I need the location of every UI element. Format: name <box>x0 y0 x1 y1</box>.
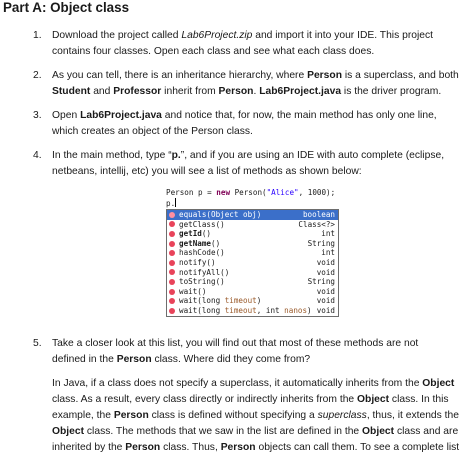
return-type: String <box>307 238 335 248</box>
public-method-icon <box>169 279 175 285</box>
text-run: Person <box>116 354 152 365</box>
text-run: hashCode() <box>179 248 225 258</box>
autocomplete-item[interactable] <box>167 296 338 306</box>
text-run: . <box>253 86 260 97</box>
method-signature <box>179 220 225 229</box>
public-method-icon <box>169 269 175 275</box>
text-line <box>52 68 472 84</box>
public-method-icon <box>169 212 175 218</box>
return-type: String <box>307 277 335 287</box>
item-text <box>52 148 472 180</box>
text-run: class. As a result, every class directly or indirectly inherits from the <box>52 394 358 405</box>
return-type: void <box>316 286 335 296</box>
return-type: void <box>316 305 335 315</box>
return-type: void <box>316 296 335 306</box>
item-number: 2. <box>33 70 42 81</box>
text-run: equals(Object obj) <box>179 210 262 219</box>
method-signature <box>179 248 225 257</box>
text-run: superclass <box>317 410 367 421</box>
explanation-paragraph <box>52 376 472 456</box>
autocomplete-item[interactable] <box>167 229 338 239</box>
autocomplete-item[interactable] <box>167 210 338 220</box>
autocomplete-item[interactable] <box>167 268 338 278</box>
text-run: ) <box>256 296 262 306</box>
text-run: Lab6Project.java <box>259 86 342 97</box>
public-method-icon <box>169 298 175 304</box>
text-run: Download the project called <box>52 30 182 41</box>
text-run: wait() <box>179 286 207 296</box>
public-method-icon <box>169 250 175 256</box>
text-run: getId <box>179 229 202 239</box>
autocomplete-item[interactable] <box>167 248 338 258</box>
public-method-icon <box>169 231 175 237</box>
text-run: class. Thus, <box>160 442 221 453</box>
text-line <box>52 28 472 44</box>
code-line-declaration: Person p = new Person("Alice", 1000); <box>166 188 336 197</box>
item-text <box>52 336 472 368</box>
text-run: Open <box>52 110 81 121</box>
method-signature <box>179 287 206 296</box>
text-run: ) <box>307 305 312 315</box>
public-method-icon <box>169 289 175 295</box>
text-run: and notice that, for now, the main method has only one line, <box>161 110 437 121</box>
text-run: netbeans, intellij, etc) you will see a list of methods as shown below: <box>52 166 362 177</box>
text-run: wait(long <box>179 305 225 315</box>
text-run: In Java, if a class does not specify a superclass, it automatically inherits from the <box>52 378 423 389</box>
text-run: contains four classes. Open each class and see what each class does. <box>52 46 375 57</box>
text-run: and import it into your IDE. This project <box>252 30 434 41</box>
item-number: 5. <box>33 338 42 349</box>
public-method-icon <box>169 241 175 247</box>
code-snippet <box>166 187 339 315</box>
text-line <box>52 148 472 164</box>
text-run: getName <box>179 238 212 248</box>
method-signature <box>179 296 261 305</box>
text-run: Object <box>362 426 395 437</box>
text-run: In the main method, type “ <box>52 150 172 161</box>
text-line <box>52 164 472 180</box>
public-method-icon <box>169 260 175 266</box>
text-run: and <box>90 86 114 97</box>
text-line <box>52 376 472 392</box>
return-type: void <box>316 267 335 277</box>
method-signature <box>179 258 216 267</box>
text-run: class and are <box>394 426 459 437</box>
autocomplete-item[interactable] <box>167 220 338 230</box>
text-run: () <box>201 229 212 239</box>
text-run: notifyAll() <box>179 267 230 277</box>
autocomplete-item[interactable] <box>167 239 338 249</box>
text-run: Person <box>113 410 149 421</box>
public-method-icon <box>169 308 175 314</box>
text-run: timeout <box>224 296 257 306</box>
text-run: toString() <box>179 277 225 287</box>
text-run: Lab6Project.zip <box>181 30 253 41</box>
text-run: Professor <box>113 86 162 97</box>
method-signature <box>179 210 261 219</box>
text-caret <box>175 198 176 207</box>
text-run: class is defined without specifying a <box>148 410 318 421</box>
text-run: inherited by the <box>52 442 126 453</box>
text-run: wait(long <box>179 296 225 306</box>
text-run: inherit from <box>161 86 219 97</box>
text-line <box>52 352 472 368</box>
text-run: Person <box>125 442 161 453</box>
return-type: int <box>321 229 335 239</box>
item-text <box>52 68 472 100</box>
text-run: Take a closer look at this list, you will find out that most of these methods are not <box>52 338 419 349</box>
method-signature <box>179 306 312 315</box>
text-run: is the driver program. <box>341 86 442 97</box>
item-number: 4. <box>33 150 42 161</box>
item-text <box>52 108 472 140</box>
text-run: objects can call them. To see a complete list <box>255 442 460 453</box>
section-title: Part A: Object class <box>3 0 130 15</box>
text-run: Person <box>220 442 256 453</box>
text-run: Student <box>52 86 91 97</box>
text-run: class. The methods that we saw in the list are defined in the <box>84 426 363 437</box>
text-line <box>52 124 472 140</box>
text-line <box>52 440 472 456</box>
text-run: Person <box>218 86 254 97</box>
autocomplete-popup[interactable] <box>166 209 339 317</box>
code-line-cursor: p. <box>166 199 176 208</box>
text-run: class. Where did they come from? <box>151 354 311 365</box>
text-run: As you can tell, there is an inheritance hierarchy, where <box>52 70 308 81</box>
text-line <box>52 108 472 124</box>
text-run: Object <box>422 378 455 389</box>
text-run: defined in the <box>52 354 117 365</box>
text-run: nanos <box>284 305 308 315</box>
text-run: , int <box>256 305 285 315</box>
text-line <box>52 408 472 424</box>
text-run: is a superclass, and both <box>342 70 459 81</box>
method-signature <box>179 239 220 248</box>
text-run: example, the <box>52 410 114 421</box>
text-run: , thus, it extends the <box>366 410 459 421</box>
text-run: () <box>211 238 221 248</box>
return-type: void <box>316 257 335 267</box>
text-line <box>52 44 472 60</box>
item-number: 1. <box>33 30 42 41</box>
return-type: int <box>321 248 335 258</box>
text-line <box>52 424 472 440</box>
text-run: Object <box>52 426 85 437</box>
return-type: boolean <box>302 210 335 219</box>
text-line <box>52 336 472 352</box>
return-type: Class<?> <box>298 219 335 229</box>
method-signature <box>179 229 211 238</box>
autocomplete-item[interactable] <box>167 258 338 268</box>
text-run: class. In this <box>389 394 449 405</box>
text-run: Person <box>307 70 342 81</box>
text-run: notify() <box>179 257 216 267</box>
item-text <box>52 28 472 60</box>
method-signature <box>179 268 229 277</box>
autocomplete-item[interactable] <box>167 306 338 316</box>
text-line <box>52 84 472 100</box>
text-run: ”, and if you are using an IDE with auto complete (eclipse, <box>180 150 445 161</box>
text-run: p. <box>171 150 181 161</box>
text-run: Lab6Project.java <box>80 110 162 121</box>
autocomplete-item[interactable] <box>167 287 338 297</box>
text-run: which creates an object of the Person class. <box>52 126 253 137</box>
text-run: getClass() <box>179 219 225 229</box>
item-number: 3. <box>33 110 42 121</box>
autocomplete-item[interactable] <box>167 277 338 287</box>
text-run: Object <box>357 394 390 405</box>
method-signature <box>179 277 225 286</box>
text-line <box>52 392 472 408</box>
public-method-icon <box>169 221 175 227</box>
text-run: timeout <box>224 305 257 315</box>
